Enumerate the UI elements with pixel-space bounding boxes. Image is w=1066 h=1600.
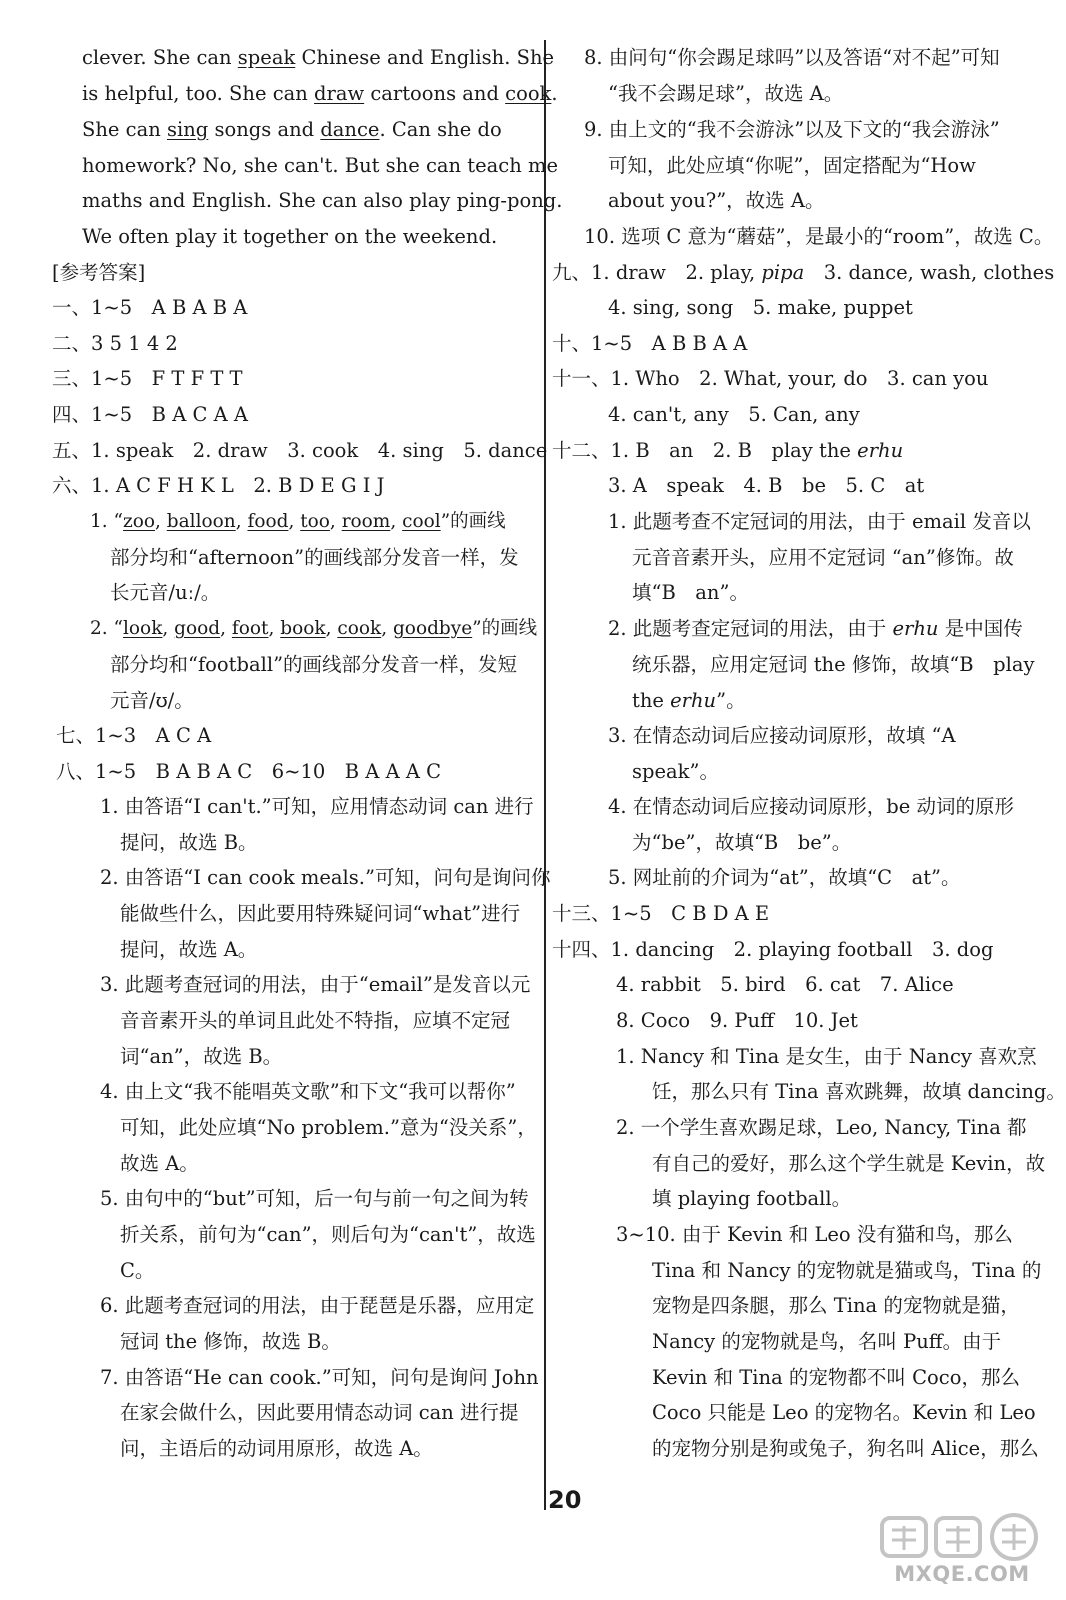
explanation-line [608, 613, 1023, 645]
text: , [325, 618, 338, 639]
answer-row: 4. rabbit 5. bird 6. cat 7. Alice [616, 973, 954, 996]
explanation-line: Tina 和 Nancy 的宠物就是猫或鸟，Tina 的 [652, 1259, 1042, 1282]
text: cartoons and [364, 82, 506, 105]
text: . [551, 82, 558, 105]
text: 2. “ [90, 618, 123, 639]
text: She can [82, 118, 167, 141]
underlined-word: cook [505, 82, 552, 105]
answer-text: 1. speak 2. draw 3. cook 4. sing 5. dance [91, 439, 548, 462]
text: Chinese and English. She [295, 46, 555, 69]
passage-line: homework? No, she can't. But she can teach me [82, 154, 558, 177]
answer-text: 1~5 C B D A E [610, 902, 770, 925]
explanation-line: 问，主语后的动词用原形，故选 A。 [120, 1437, 433, 1460]
text: , [162, 618, 175, 639]
passage-line: We often play it together on the weekend. [82, 225, 498, 248]
explanation-line: 1. Nancy 和 Tina 是女生，由于 Nancy 喜欢烹 [616, 1045, 1037, 1068]
text: , [329, 511, 342, 532]
text: , [288, 511, 301, 532]
underlined-word: dance [320, 118, 380, 141]
section-label: 九、 [552, 261, 592, 284]
passage-line: maths and English. She can also play ping-pong. [82, 189, 563, 212]
underlined-word: balloon [166, 511, 236, 532]
answer-row: 4. sing, song 5. make, puppet [608, 296, 913, 319]
answer-text: 3. dance, wash, clothes [804, 261, 1055, 284]
watermark-logo-icon [878, 1510, 1046, 1562]
explanation-line: 词“an”，故选 B。 [120, 1045, 283, 1068]
italic-word: erhu [892, 617, 939, 640]
underlined-word: goodbye [392, 618, 473, 639]
explanation-line: 1. 此题考查不定冠词的用法，由于 email 发音以 [608, 510, 1031, 533]
explanation-line: 在家会做什么，因此要用情态动词 can 进行提 [120, 1401, 519, 1424]
answer-text: 1. A C F H K L 2. B D E G I J [91, 474, 385, 497]
explanation-line: 6. 此题考查冠词的用法，由于琵琶是乐器，应用定 [100, 1294, 535, 1317]
section-label: 十三、 [552, 902, 611, 925]
explanation-line: 10. 选项 C 意为“蘑菇”，是最小的“room”，故选 C。 [584, 225, 1054, 248]
explanation-line: 8. 由问句“你会踢足球吗”以及答语“对不起”可知 [584, 46, 1000, 69]
answer-text: 1. draw 2. play, [591, 261, 762, 284]
explanation-line: 7. 由答语“He can cook.”可知，问句是询问 John [100, 1366, 539, 1389]
answer-text: 1~3 A C A [95, 724, 212, 747]
answer-text: 1~5 B A B A C 6~10 B A A A C [95, 760, 442, 783]
answer-row [56, 756, 441, 788]
explanation-line [632, 685, 746, 717]
italic-word: erhu [670, 689, 717, 712]
explanation-line: 可知，此处应填“No problem.”意为“没关系”， [120, 1116, 537, 1139]
passage-line [82, 42, 554, 74]
explanation-line: 2. 由答语“I can cook meals.”可知，问句是询问你 [100, 866, 551, 889]
section-label: 八、 [56, 760, 96, 783]
explanation-line: 填 playing football。 [652, 1187, 852, 1210]
explanation-line: 5. 由句中的“but”可知，后一句与前一句之间为转 [100, 1187, 529, 1210]
answer-text: 1. dancing 2. playing football 3. dog [610, 938, 994, 961]
text: , [235, 511, 248, 532]
text: ”。 [716, 689, 746, 712]
explanation-line: 音音素开头的单词且此处不特指，应填不定冠 [120, 1009, 511, 1032]
explanation-line: 提问，故选 B。 [120, 831, 258, 854]
explanation-line: 长元音/uː/。 [110, 581, 221, 604]
section-label: 七、 [56, 724, 96, 747]
answer-row [552, 257, 1054, 289]
explanation-line: 饪，那么只有 Tina 喜欢跳舞，故填 dancing。 [652, 1080, 1066, 1103]
underlined-word: look [123, 618, 163, 639]
passage-line [82, 114, 502, 146]
explanation-line: 4. 在情态动词后应接动词原形，be 动词的原形 [608, 795, 1015, 818]
italic-word: pipa [761, 261, 805, 284]
section-label: 六、 [52, 474, 92, 497]
section-label: 四、 [52, 403, 92, 426]
explanation-line: 的宠物分别是狗或兔子，狗名叫 Alice，那么 [652, 1437, 1039, 1460]
text: , [381, 618, 393, 639]
column-divider [544, 40, 546, 1510]
text: ”的画线 [440, 511, 506, 532]
explanation-line: 4. 由上文“我不能唱英文歌”和下文“我可以帮你” [100, 1080, 516, 1103]
answer-row: 8. Coco 9. Puff 10. Jet [616, 1009, 858, 1032]
explanation-line: 3. 在情态动词后应接动词原形，故填 “A [608, 724, 956, 747]
underlined-word: cool [402, 511, 441, 532]
text: 1. “ [90, 511, 123, 532]
explanation-line: 有自己的爱好，那么这个学生就是 Kevin，故 [652, 1152, 1046, 1175]
section-label: 十、 [552, 332, 592, 355]
answer-row [52, 328, 178, 360]
underlined-word: draw [314, 82, 365, 105]
underlined-word: room [341, 511, 391, 532]
underlined-word: zoo [123, 511, 156, 532]
explanation-line: C。 [120, 1259, 155, 1282]
text: songs and [208, 118, 321, 141]
text: ”的画线 [472, 618, 538, 639]
answer-row [52, 470, 384, 502]
explanation-line: 为“be”，故填“B be”。 [632, 831, 852, 854]
answer-row [52, 435, 547, 467]
underlined-word: book [280, 618, 326, 639]
text: , [390, 511, 403, 532]
text: 是中国传 [938, 617, 1023, 640]
watermark [878, 1510, 1046, 1590]
explanation-line: 3~10. 由于 Kevin 和 Leo 没有猫和鸟，那么 [616, 1223, 1013, 1246]
answer-row [552, 363, 988, 395]
answer-row [52, 399, 248, 431]
explanation-line: Kevin 和 Tina 的宠物都不叫 Coco，那么 [652, 1366, 1020, 1389]
section-label: 十一、 [552, 367, 611, 390]
underlined-word: cook [337, 618, 382, 639]
text: , [268, 618, 281, 639]
explanation-line: Nancy 的宠物就是鸟，名叫 Puff。由于 [652, 1330, 1002, 1353]
answer-text: 1. Who 2. What, your, do 3. can you [610, 367, 989, 390]
section-label: 十四、 [552, 938, 611, 961]
explanation-line: 填“B an”。 [632, 581, 749, 604]
answer-text: 1~5 F T F T T [91, 367, 243, 390]
explanation-line: 5. 网址前的介词为“at”，故填“C at”。 [608, 866, 961, 889]
passage-line [82, 78, 558, 110]
answer-row: 3. A speak 4. B be 5. C at [608, 474, 925, 497]
answer-text: 3 5 1 4 2 [91, 332, 178, 355]
answer-row [552, 435, 903, 467]
underlined-word: sing [166, 118, 209, 141]
explanation-line: 元音音素开头，应用不定冠词 “an”修饰。故 [632, 546, 1014, 569]
section-label: 五、 [52, 439, 92, 462]
underlined-word: too [300, 511, 330, 532]
explanation-line [90, 506, 506, 538]
answer-row: 4. can't, any 5. Can, any [608, 403, 860, 426]
text: . Can she do [379, 118, 502, 141]
text: , [220, 618, 232, 639]
answer-row [52, 292, 247, 324]
text: clever. She can [82, 46, 238, 69]
answer-text: 1~5 B A C A A [91, 403, 248, 426]
explanation-line: 部分均和“afternoon”的画线部分发音一样，发 [110, 546, 519, 569]
explanation-line [90, 613, 537, 645]
answer-row [52, 363, 243, 395]
explanation-line: 提问，故选 A。 [120, 938, 258, 961]
answer-text: 1. B an 2. B play the [610, 439, 858, 462]
explanation-line: 故选 A。 [120, 1152, 199, 1175]
explanation-line: Coco 只能是 Leo 的宠物名。Kevin 和 Leo [652, 1401, 1036, 1424]
answer-row [552, 898, 769, 930]
italic-word: erhu [857, 439, 904, 462]
section-label: 一、 [52, 296, 92, 319]
answer-row [552, 934, 993, 966]
section-label: 二、 [52, 332, 92, 355]
watermark-url: MXQE.COM [894, 1562, 1030, 1586]
explanation-line: 3. 此题考查冠词的用法，由于“email”是发音以元 [100, 973, 531, 996]
explanation-line: 冠词 the 修饰，故选 B。 [120, 1330, 341, 1353]
explanation-line: 部分均和“football”的画线部分发音一样，发短 [110, 653, 518, 676]
explanation-line: 能做些什么，因此要用特殊疑问词“what”进行 [120, 902, 521, 925]
section-label: 三、 [52, 367, 92, 390]
explanation-line: 2. 一个学生喜欢踢足球，Leo, Nancy, Tina 都 [616, 1116, 1027, 1139]
underlined-word: speak [237, 46, 296, 69]
explanation-line: 宠物是四条腿，那么 Tina 的宠物就是猫， [652, 1294, 1020, 1317]
explanation-line: 统乐器，应用定冠词 the 修饰，故填“B play [632, 653, 1035, 676]
explanation-line: 元音/ʊ/。 [110, 689, 194, 712]
underlined-word: foot [231, 618, 269, 639]
underlined-word: food [247, 511, 289, 532]
explanation-line: 9. 由上文的“我不会游泳”以及下文的“我会游泳” [584, 118, 1000, 141]
explanation-line: about you?”，故选 A。 [608, 189, 825, 212]
explanation-line: “我不会踢足球”，故选 A。 [608, 82, 844, 105]
page-number: 20 [548, 1486, 582, 1514]
reference-answers-heading: [参考答案] [52, 261, 146, 284]
answer-row [56, 720, 211, 752]
text: the [632, 689, 671, 712]
section-label: 十二、 [552, 439, 611, 462]
answer-row [552, 328, 747, 360]
explanation-line: 折关系，前句为“can”，则后句为“can't”，故选 [120, 1223, 536, 1246]
text: is helpful, too. She can [82, 82, 315, 105]
explanation-line: 1. 由答语“I can't.”可知，应用情态动词 can 进行 [100, 795, 534, 818]
explanation-line: 可知，此处应填“你呢”，固定搭配为“How [608, 154, 976, 177]
answer-text: 1~5 A B A B A [91, 296, 248, 319]
text: , [155, 511, 167, 532]
text: 2. 此题考查定冠词的用法，由于 [608, 617, 893, 640]
underlined-word: good [174, 618, 221, 639]
explanation-line: speak”。 [632, 760, 719, 783]
answer-text: 1~5 A B B A A [591, 332, 748, 355]
